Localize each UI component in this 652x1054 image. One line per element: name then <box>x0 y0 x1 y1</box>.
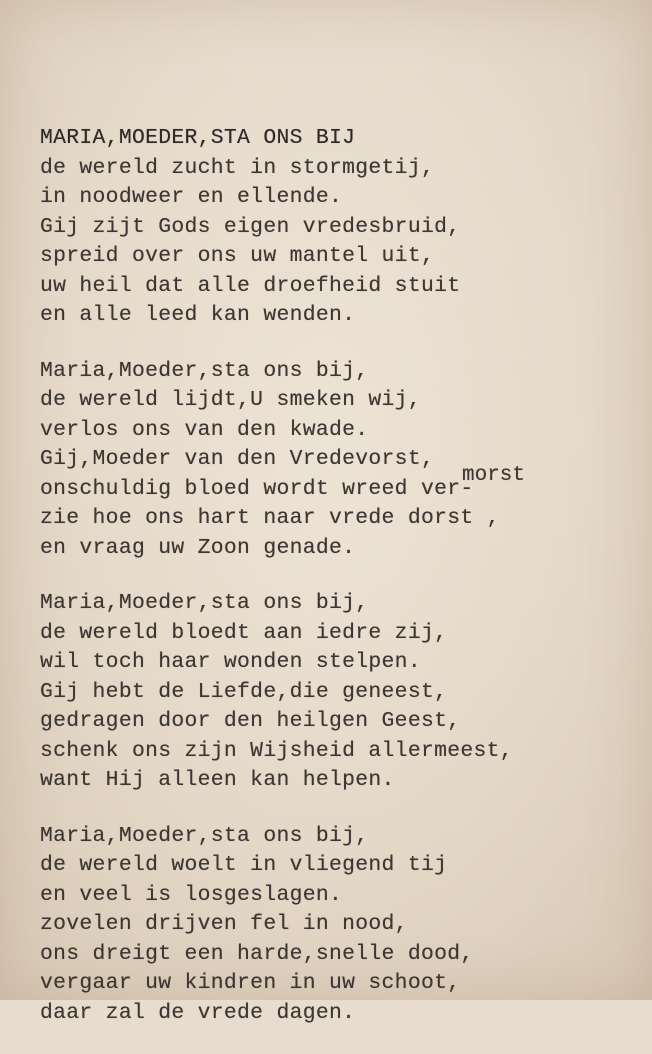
poem-line: de wereld lijdt,U smeken wij, <box>40 388 421 412</box>
poem-line: spreid over ons uw mantel uit, <box>40 244 435 268</box>
poem-line: gedragen door den heilgen Geest, <box>40 709 461 733</box>
overtyped-word: morst <box>462 464 526 487</box>
poem-line: want Hij alleen kan helpen. <box>40 768 395 792</box>
stanza-2 <box>40 357 640 564</box>
poem-line: zovelen drijven fel in nood, <box>40 912 408 936</box>
poem-line: Gij zijt Gods eigen vredesbruid, <box>40 214 461 239</box>
poem-line: zie hoe ons hart naar vrede dorst , <box>40 506 500 530</box>
stanza-4 <box>40 822 640 1029</box>
poem-line: schenk ons zijn Wijsheid allermeest, <box>40 738 513 763</box>
poem-line: en vraag uw Zoon genade. <box>40 535 356 560</box>
poem-line: verlos ons van den kwade. <box>40 417 369 442</box>
poem <box>40 124 640 1054</box>
poem-line: wil toch haar wonden stelpen. <box>40 650 421 674</box>
poem-line: in noodweer en ellende. <box>40 185 343 209</box>
poem-line: ons dreigt een harde,snelle dood, <box>40 941 474 966</box>
poem-title-line: MARIA,MOEDER,STA ONS BIJ <box>40 126 356 150</box>
poem-line: uw heil dat alle droefheid stuit <box>40 273 461 298</box>
poem-line: vergaar uw kindren in uw schoot, <box>40 971 461 995</box>
stanza-1 <box>40 124 640 331</box>
poem-line: en alle leed kan wenden. <box>40 303 356 327</box>
poem-line: Gij hebt de Liefde,die geneest, <box>40 679 448 704</box>
poem-line: de wereld woelt in vliegend tij <box>40 853 448 877</box>
poem-line: onschuldig bloed wordt wreed ver- <box>40 476 474 501</box>
poem-line: de wereld bloedt aan iedre zij, <box>40 620 448 645</box>
poem-line: Gij,Moeder van den Vredevorst, <box>40 447 435 471</box>
poem-line: Maria,Moeder,sta ons bij, <box>40 358 369 383</box>
poem-line: en veel is losgeslagen. <box>40 882 343 907</box>
stanza-3 <box>40 589 640 796</box>
poem-line: Maria,Moeder,sta ons bij, <box>40 591 369 615</box>
poem-line: daar zal de vrede dagen. <box>40 1000 356 1025</box>
poem-line: Maria,Moeder,sta ons bij, <box>40 823 369 848</box>
poem-line: de wereld zucht in stormgetij, <box>40 155 435 180</box>
